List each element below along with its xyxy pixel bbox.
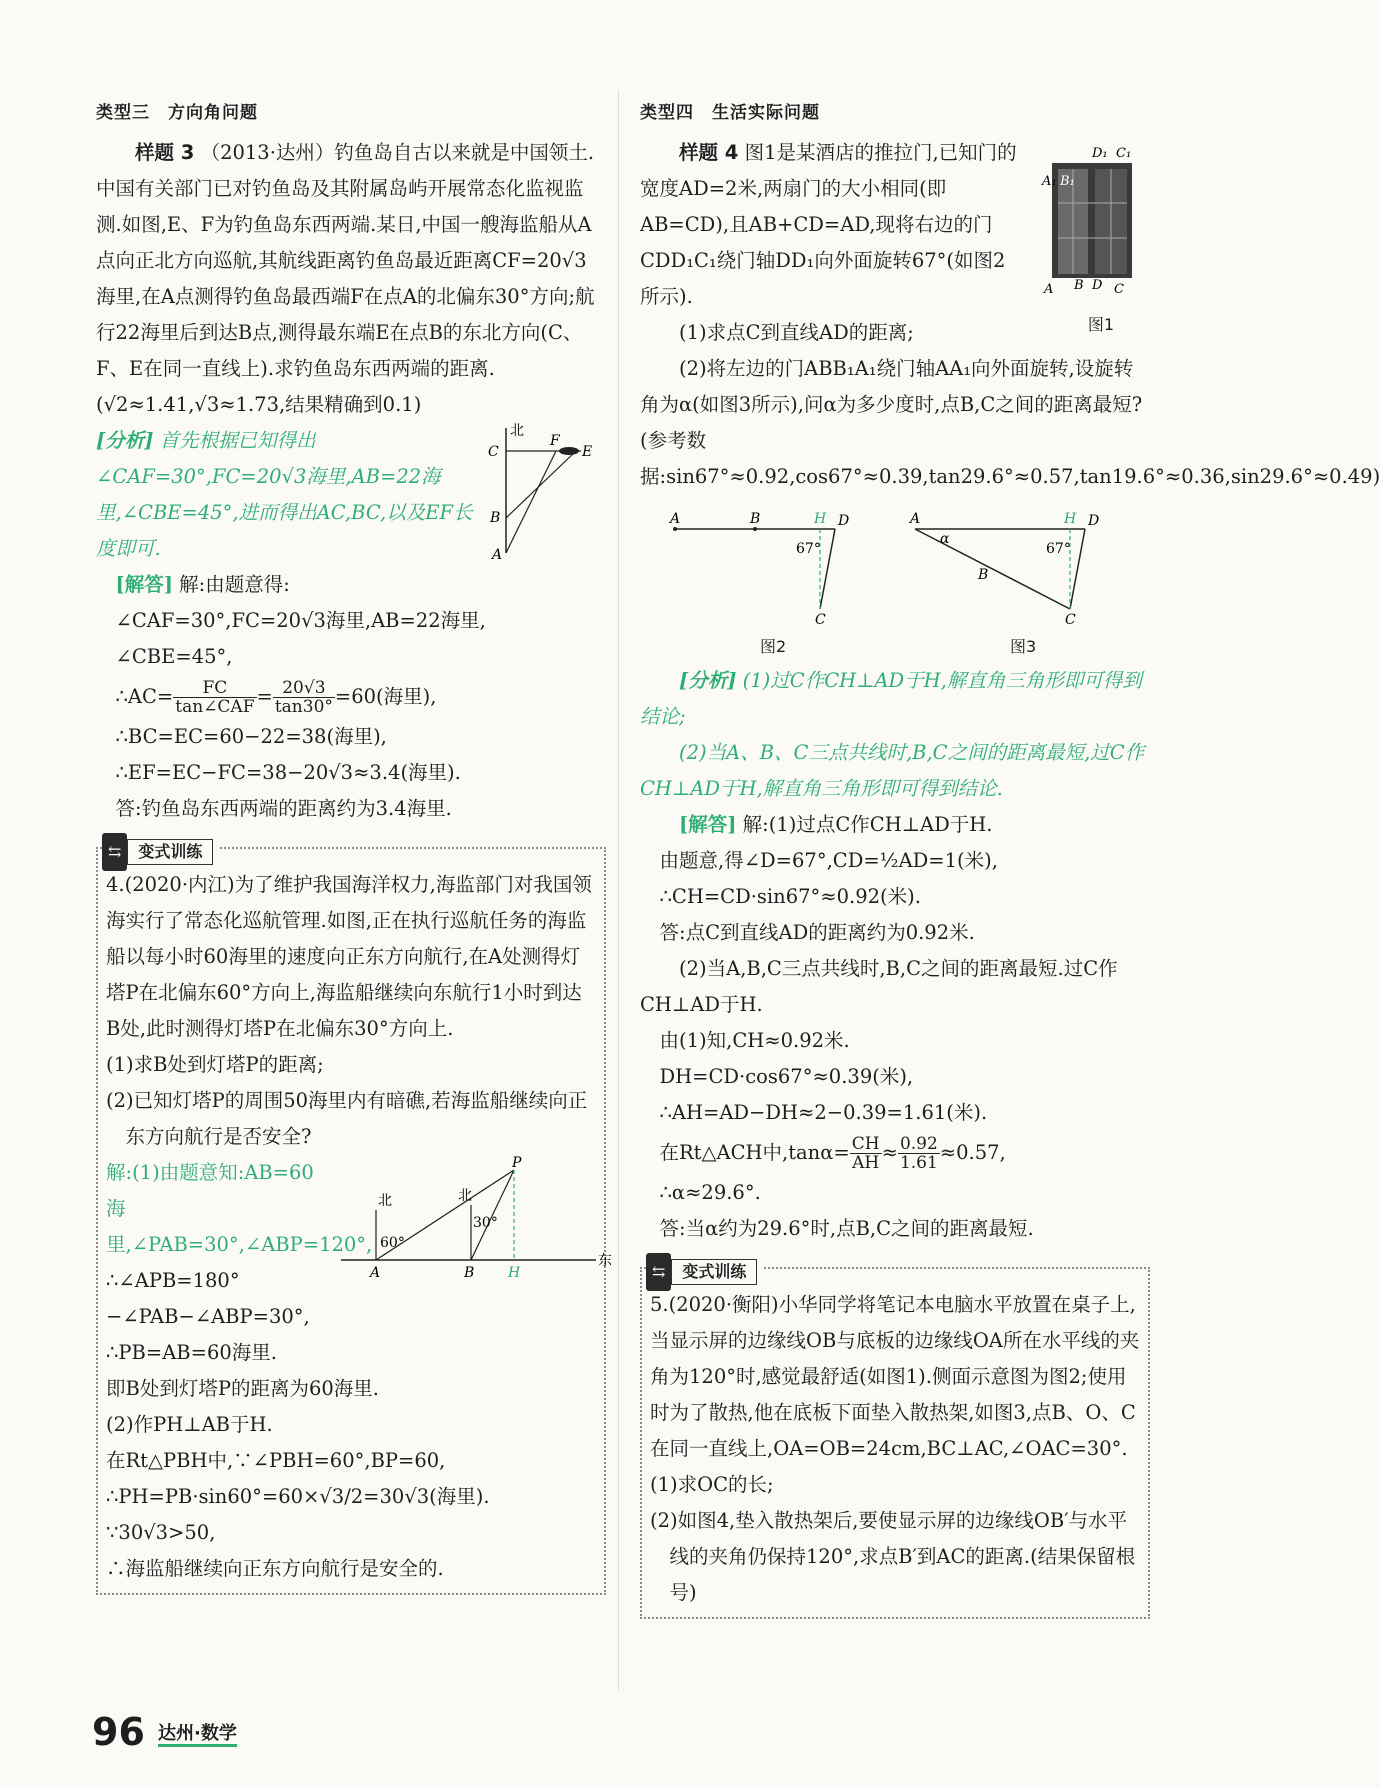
denominator: 1.61 [899, 1153, 938, 1173]
tan-formula: 在Rt△ACH中,tanα= $\frac{CH}{AH}$ ≈ $\frac{0.92}{1.61}$ ≈0.57, [659, 1134, 1006, 1173]
label-a: A [910, 511, 921, 527]
answer-line: ∴α≈29.6°. [659, 1181, 761, 1204]
answer-line: DH=CD·cos67°≈0.39(米), [659, 1065, 914, 1088]
book-subtitle: 达州·数学 [158, 1723, 237, 1747]
a-f-line [506, 451, 556, 553]
question-5: 5.(2020·衡阳)小华同学将笔记本电脑水平放置在桌子上,当显示屏的边缘线OB与底板的边缘线OA所在水平线的夹角为120°时,感觉最舒适(如图1).侧面示意图为图2;使用时为了散热,他在底板下面垫入散热架,如图3,点B、O、C在同一直线上,OA=OB=24cm,BC⊥AC,∠OAC=30°. [650, 1293, 1140, 1460]
solution-line: 即B处到灯塔P的距离为60海里. [106, 1377, 379, 1400]
exercise-title: 变式训练 [127, 839, 213, 865]
figure-3 [910, 509, 1110, 628]
analysis-text: 首先根据已知得出∠CAF=30°,FC=20√3海里,AB=22海里,∠CBE=45°,进而得出AC,BC,以及EF长度即可. [96, 429, 473, 560]
label-b: B [1074, 278, 1084, 293]
left-column [96, 95, 612, 1595]
label-f: F [550, 433, 560, 449]
photo-caption: 图1 [1087, 315, 1114, 334]
question-4-part1: (1)求B处到灯塔P的距离; [106, 1053, 324, 1076]
label-a: A [370, 1265, 381, 1281]
figure-2-caption: 图2 [760, 637, 787, 656]
column-divider [618, 90, 619, 1690]
lighthouse-diagram [336, 1155, 612, 1285]
denominator: tan30° [274, 697, 333, 717]
section-heading: 类型四 生活实际问题 [640, 103, 820, 123]
exercise-box-4 [96, 842, 612, 1595]
denominator: tan∠CAF [175, 697, 255, 717]
tan-result: ≈0.57, [939, 1141, 1006, 1164]
answer-tag: [解答] [679, 813, 737, 836]
numerator: 20√3 [273, 679, 335, 698]
example-3 [96, 135, 606, 423]
example-text: （2013·达州）钓鱼岛自古以来就是中国领土.中国有关部门已对钓鱼岛及其附属岛屿开展常态化监视监测.如图,E、F为钓鱼岛东西两端.某日,中国一艘海监船从A点向正北方向巡航,其航线距离钓鱼岛最近距离CF=20√3海里,在A点测得钓鱼岛最西端F在点A的北偏东30°方向;航行22海里后到达B点,测得最东端E在点B的东北方向(C、F、E在同一直线上).求钓鱼岛东西两端的距离.(√2≈1.41,√3≈1.73,结果精确到0.1) [96, 141, 595, 416]
answer-line: 答:当α约为29.6°时,点B,C之间的距离最短. [659, 1217, 1034, 1240]
label-p: P [512, 1155, 522, 1171]
fraction [898, 1135, 940, 1172]
answer-line: ∴BC=EC=60−22=38(海里), [115, 725, 387, 748]
answer-tag: [解答] [115, 573, 173, 596]
page-number: 96 [92, 1710, 145, 1754]
label-north2: 北 [458, 1188, 472, 1204]
label-d: D [1088, 513, 1100, 529]
question-part1: (1)求点C到直线AD的距离; [679, 321, 914, 344]
answer-line: 由(1)知,CH≈0.92米. [659, 1029, 850, 1052]
answer-line: ∴CH=CD·sin67°≈0.92(米). [659, 885, 921, 908]
label-angle: 67° [796, 541, 821, 557]
analysis-paragraph [640, 663, 1150, 735]
exercise-title: 变式训练 [671, 1259, 757, 1285]
answer-intro-line [96, 567, 606, 603]
label-b1: B₁ [1060, 174, 1075, 189]
swap-icon: ⇆ [646, 1253, 671, 1291]
page-footer [92, 1710, 237, 1754]
analysis-paragraph [96, 423, 476, 567]
label-h: H [508, 1265, 521, 1281]
analysis-text-1: (1)过C作CH⊥AD于H,解直角三角形即可得到结论; [640, 669, 1142, 728]
label-c: C [1065, 612, 1076, 628]
solution-line: ∴PH=PB·sin60°=60×√3/2=30√3(海里). [106, 1485, 490, 1508]
swap-icon: ⇆ [102, 833, 127, 871]
label-h: H [814, 511, 827, 527]
fishing-island-diagram [486, 423, 596, 563]
example-text: 图1是某酒店的推拉门,已知门的宽度AD=2米,两扇门的大小相同(即AB=CD),且AB+CD=AD,现将右边的门CDD₁C₁绕门轴DD₁向外面旋转67°(如图2所示). [640, 141, 1017, 308]
fraction [850, 1135, 882, 1172]
label-a: A [670, 511, 681, 527]
figure-3-caption: 图3 [1010, 637, 1037, 656]
numerator: FC [173, 679, 256, 698]
label-d1: D₁ [1092, 146, 1108, 161]
label-c1: C₁ [1116, 146, 1132, 161]
label-b: B [464, 1265, 475, 1281]
b-e-line [506, 451, 576, 518]
solution-line: ∵30√3>50, [106, 1521, 216, 1544]
solution-line: 在Rt△PBH中,∵∠PBH=60°,BP=60, [106, 1449, 446, 1472]
label-north: 北 [510, 423, 524, 439]
question-part2: (2)将左边的门ABB₁A₁绕门轴AA₁向外面旋转,设旋转角为α(如图3所示),问α为多少度时,点B,C之间的距离最短?(参考数据:sin67°≈0.92,cos67°≈0.39,tan29.6°≈0.57,tan19.6°≈0.36,sin29.6°≈0.49) [640, 357, 1380, 488]
answer-line: 由题意,得∠D=67°,CD=½AD=1(米), [659, 849, 998, 872]
ac-prefix: ∴AC= [115, 685, 174, 708]
label-h: H [1064, 511, 1077, 527]
numerator: 0.92 [899, 1134, 938, 1154]
label-c: C [1114, 282, 1124, 297]
label-angle-60: 60° [380, 1235, 405, 1251]
analysis-tag: [分析] [96, 429, 154, 452]
label-angle-30: 30° [473, 1215, 498, 1231]
label-d: D [1092, 278, 1103, 293]
answer-intro: 解:由题意得: [179, 573, 290, 596]
answer-line: (2)当A,B,C三点共线时,B,C之间的距离最短.过C作CH⊥AD于H. [640, 957, 1118, 1016]
tan-prefix: 在Rt△ACH中,tanα= [659, 1141, 850, 1164]
label-a: A [492, 547, 503, 563]
label-d: D [838, 513, 850, 529]
question-5-part1: (1)求OC的长; [650, 1473, 774, 1496]
denominator: AH [852, 1153, 880, 1173]
answer-line: ∠CBE=45°, [115, 645, 233, 668]
door-photo [1040, 143, 1150, 303]
solution-line: ∴∠APB=180°−∠PAB−∠ABP=30°, [106, 1269, 310, 1328]
label-north1: 北 [378, 1193, 392, 1209]
label-east: 东 [598, 1253, 612, 1269]
example-label: 样题 4 [679, 141, 739, 164]
label-b: B [750, 511, 761, 527]
ac-result: =60(海里), [334, 685, 437, 708]
exercise-header [646, 1253, 763, 1291]
solution-line: ∴PB=AB=60海里. [106, 1341, 277, 1364]
solution-line: 解:(1)由题意知:AB=60海里,∠PAB=30°,∠ABP=120°, [106, 1161, 373, 1256]
answer-line: 答:钓鱼岛东西两端的距离约为3.4海里. [115, 797, 452, 820]
solution-line: ∴海监船继续向正东方向航行是安全的. [106, 1557, 444, 1580]
answer-line: ∴AH=AD−DH≈2−0.39=1.61(米). [659, 1101, 988, 1124]
numerator: CH [851, 1134, 880, 1154]
label-a1: A₁ [1042, 174, 1057, 189]
question-5-part2: (2)如图4,垫入散热架后,要使显示屏的边缘线OB′与水平线的夹角仍保持120°,求点B′到AC的距离.(结果保留根号) [650, 1509, 1136, 1604]
example-4 [640, 135, 1020, 315]
label-b: B [978, 567, 989, 583]
solution-line: (2)作PH⊥AB于H. [106, 1413, 273, 1436]
section-heading: 类型三 方向角问题 [96, 103, 258, 123]
fraction [173, 679, 256, 716]
label-b: B [490, 510, 501, 526]
label-alpha: α [940, 531, 950, 547]
figures-2-3 [640, 499, 1150, 659]
answer-line: ∴EF=EC−FC=38−20√3≈3.4(海里). [115, 761, 461, 784]
analysis-text-2: (2)当A、B、C三点共线时,B,C之间的距离最短,过C作CH⊥AD于H,解直角三角形即可得到结论. [640, 741, 1145, 800]
label-e: E [582, 444, 593, 460]
ac-formula: ∴AC= $\frac{FC}{\text{tan∠CAF}}$ = $\frac{20√3}{\tan 30^\circ}$ =60(海里), [115, 678, 437, 717]
island-shape [559, 447, 579, 455]
question-4: 4.(2020·内江)为了维护我国海洋权力,海监部门对我国领海实行了常态化巡航管理.如图,正在执行巡航任务的海监船以每小时60海里的速度向正东方向航行,在A处测得灯塔P在北偏东60°方向上,海监船继续向东航行1小时到达B处,此时测得灯塔P在北偏东30°方向上. [106, 873, 592, 1040]
example-label: 样题 3 [135, 141, 195, 164]
answer-first-line [640, 807, 1150, 843]
label-c: C [488, 444, 499, 460]
right-column [640, 95, 1380, 1619]
question-4-part2: (2)已知灯塔P的周围50海里内有暗礁,若海监船继续向正东方向航行是否安全? [106, 1089, 588, 1148]
exercise-box-5 [640, 1262, 1150, 1619]
answer-line: ∠CAF=30°,FC=20√3海里,AB=22海里, [115, 609, 486, 632]
exercise-header [102, 833, 219, 871]
label-c: C [815, 612, 826, 628]
label-a: A [1044, 282, 1054, 297]
analysis-block [96, 423, 606, 567]
answer-line: 答:点C到直线AD的距离约为0.92米. [659, 921, 975, 944]
answer-line: 解:(1)过点C作CH⊥AD于H. [742, 813, 993, 836]
q4-solution-block [106, 1155, 612, 1587]
figure-2 [670, 509, 860, 628]
fraction [273, 679, 335, 716]
label-angle: 67° [1046, 541, 1071, 557]
q4-solution-top [106, 1155, 373, 1371]
analysis-tag: [分析] [679, 669, 737, 692]
